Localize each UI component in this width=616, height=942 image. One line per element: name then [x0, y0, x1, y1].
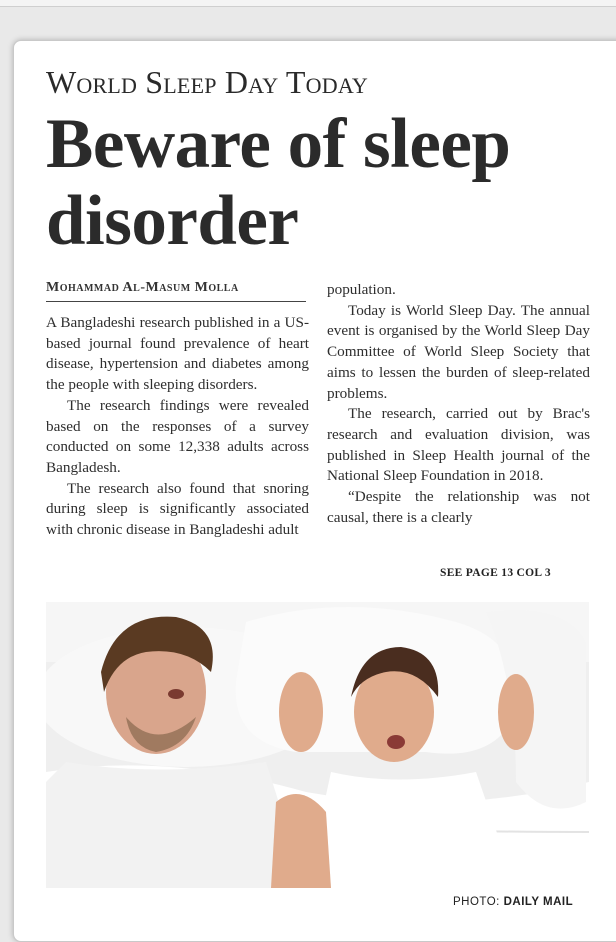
previous-page-strip: [0, 0, 616, 7]
paragraph: population.: [327, 281, 396, 298]
photo-credit-prefix: PHOTO:: [453, 896, 500, 908]
headline: Beware of sleep disorder: [46, 105, 511, 260]
article-photo: [46, 602, 589, 888]
paragraph: The research also found that snoring during sleep is significantly associated with chronic disease in Bangladeshi adult: [46, 479, 309, 539]
article-column-right: [327, 280, 590, 528]
paragraph: A Bangladeshi research published in a US-based journal found prevalence of heart disease, hypertension and diabetes among the people with sleeping disorders.: [46, 314, 309, 394]
photo-credit-source: DAILY MAIL: [503, 896, 574, 908]
paragraph: The research findings were revealed based on the responses of a survey conducted on some 12,338 adults across Bangladesh.: [46, 396, 309, 476]
paragraph: Today is World Sleep Day. The annual event is organised by the World Sleep Day Committee of World Sleep Society that aims to lessen the burden of sleep-related problems.: [327, 301, 590, 402]
continued-jump[interactable]: SEE PAGE 13 COL 3: [440, 567, 551, 579]
article-column-left: [46, 313, 309, 541]
photo-credit: [453, 896, 573, 908]
paragraph: The research, carried out by Brac's research and evaluation division, was published in Sleep Health journal of the National Sleep Foundation in 2018.: [327, 405, 590, 485]
paragraph: “Despite the relationship was not causal, there is a clearly: [327, 488, 590, 526]
byline: Mohammad Al-Masum Molla: [46, 280, 306, 302]
kicker: World Sleep Day Today: [46, 64, 369, 100]
